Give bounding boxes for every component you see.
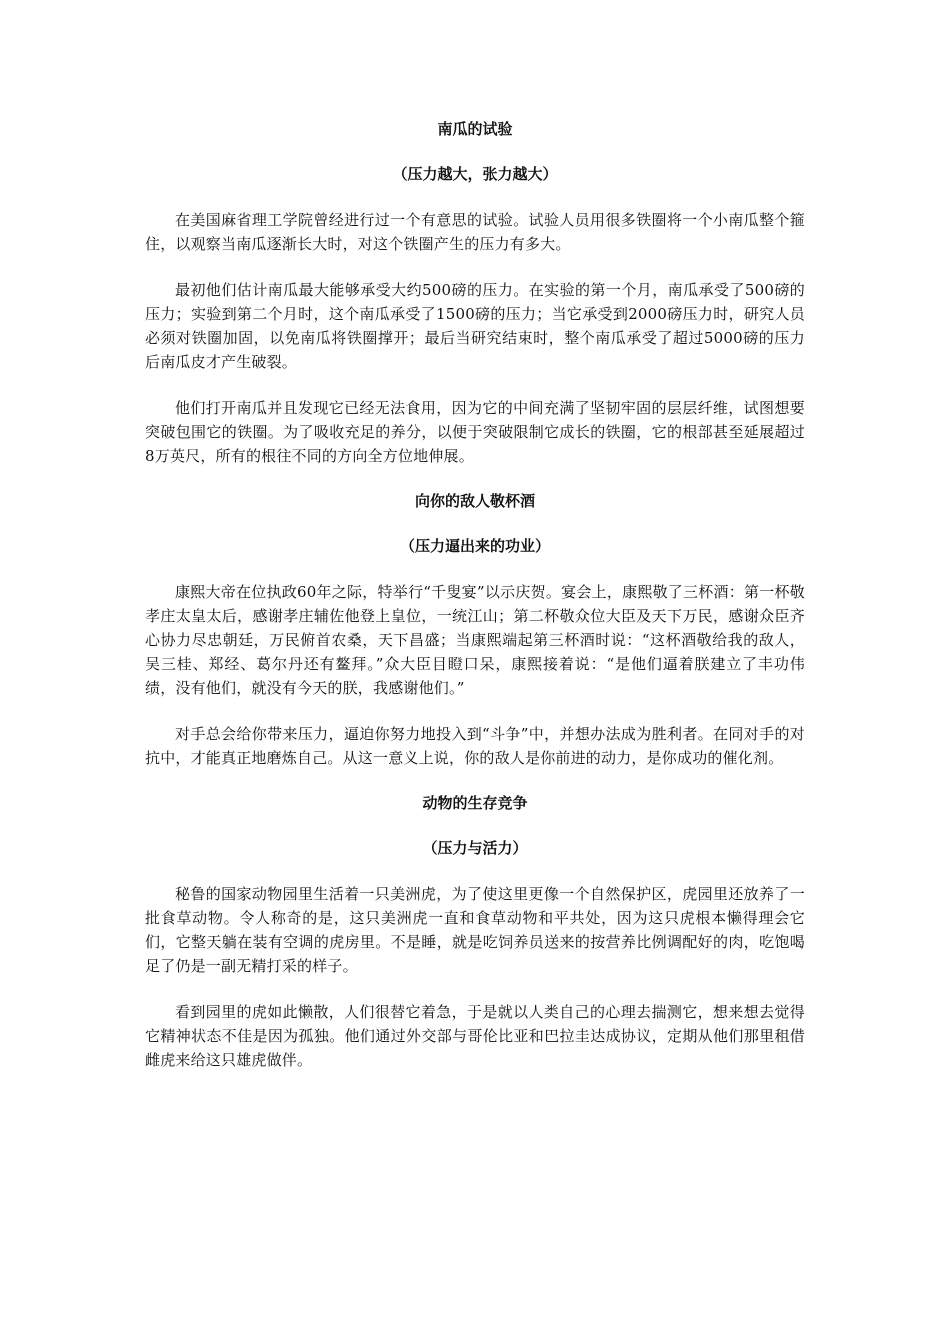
section-title: 南瓜的试验	[437, 120, 513, 138]
section-title: 向你的敌人敬杯酒	[414, 492, 535, 510]
section-toast-enemy	[145, 490, 805, 770]
paragraph: 看到园里的虎如此懒散，人们很替它着急，于是就以人类自己的心理去揣测它，想来想去觉得它精神状态不佳是因为孤独。他们通过外交部与哥伦比亚和巴拉圭达成协议，定期从他们那里租借雌虎来给这只雄虎做伴。	[145, 1003, 805, 1069]
section-animal-competition	[145, 792, 805, 1072]
section-title: 动物的生存竞争	[422, 794, 528, 812]
section-pumpkin	[145, 118, 805, 468]
paragraph: 他们打开南瓜并且发现它已经无法食用，因为它的中间充满了坚韧牢固的层层纤维，试图想要突破包围它的铁圈。为了吸收充足的养分，以便于突破限制它成长的铁圈，它的根部甚至延展超过8万英尺，所有的根往不同的方向全方位地伸展。	[145, 399, 805, 465]
section-subtitle: （压力与活力）	[422, 839, 528, 857]
paragraph: 秘鲁的国家动物园里生活着一只美洲虎，为了使这里更像一个自然保护区，虎园里还放养了一批食草动物。令人称奇的是，这只美洲虎一直和食草动物和平共处，因为这只虎根本懒得理会它们，它整天躺在装有空调的虎房里。不是睡，就是吃饲养员送来的按营养比例调配好的肉，吃饱喝足了仍是一副无精打采的样子。	[145, 885, 805, 975]
document-body	[145, 118, 805, 1094]
section-subtitle: （压力逼出来的功业）	[399, 537, 550, 555]
paragraph: 对手总会给你带来压力，逼迫你努力地投入到“斗争”中，并想办法成为胜利者。在同对手的对抗中，才能真正地磨炼自己。从这一意义上说，你的敌人是你前进的动力，是你成功的催化剂。	[145, 725, 805, 767]
paragraph: 在美国麻省理工学院曾经进行过一个有意思的试验。试验人员用很多铁圈将一个小南瓜整个箍住，以观察当南瓜逐渐长大时，对这个铁圈产生的压力有多大。	[145, 211, 805, 253]
section-subtitle: （压力越大，张力越大）	[392, 165, 558, 183]
paragraph: 最初他们估计南瓜最大能够承受大约500磅的压力。在实验的第一个月，南瓜承受了500磅的压力；实验到第二个月时，这个南瓜承受了1500磅的压力；当它承受到2000磅压力时，研究人员必须对铁圈加固，以免南瓜将铁圈撑开；最后当研究结束时，整个南瓜承受了超过5000磅的压力后南瓜皮才产生破裂。	[145, 281, 805, 371]
paragraph: 康熙大帝在位执政60年之际，特举行“千叟宴”以示庆贺。宴会上，康熙敬了三杯酒：第一杯敬孝庄太皇太后，感谢孝庄辅佐他登上皇位，一统江山；第二杯敬众位大臣及天下万民，感谢众臣齐心协力尽忠朝廷，万民俯首农桑，天下昌盛；当康熙端起第三杯酒时说：“这杯酒敬给我的敌人，吴三桂、郑经、葛尔丹还有鳌拜。”众大臣目瞪口呆，康熙接着说：“是他们逼着朕建立了丰功伟绩，没有他们，就没有今天的朕，我感谢他们。”	[145, 583, 805, 697]
